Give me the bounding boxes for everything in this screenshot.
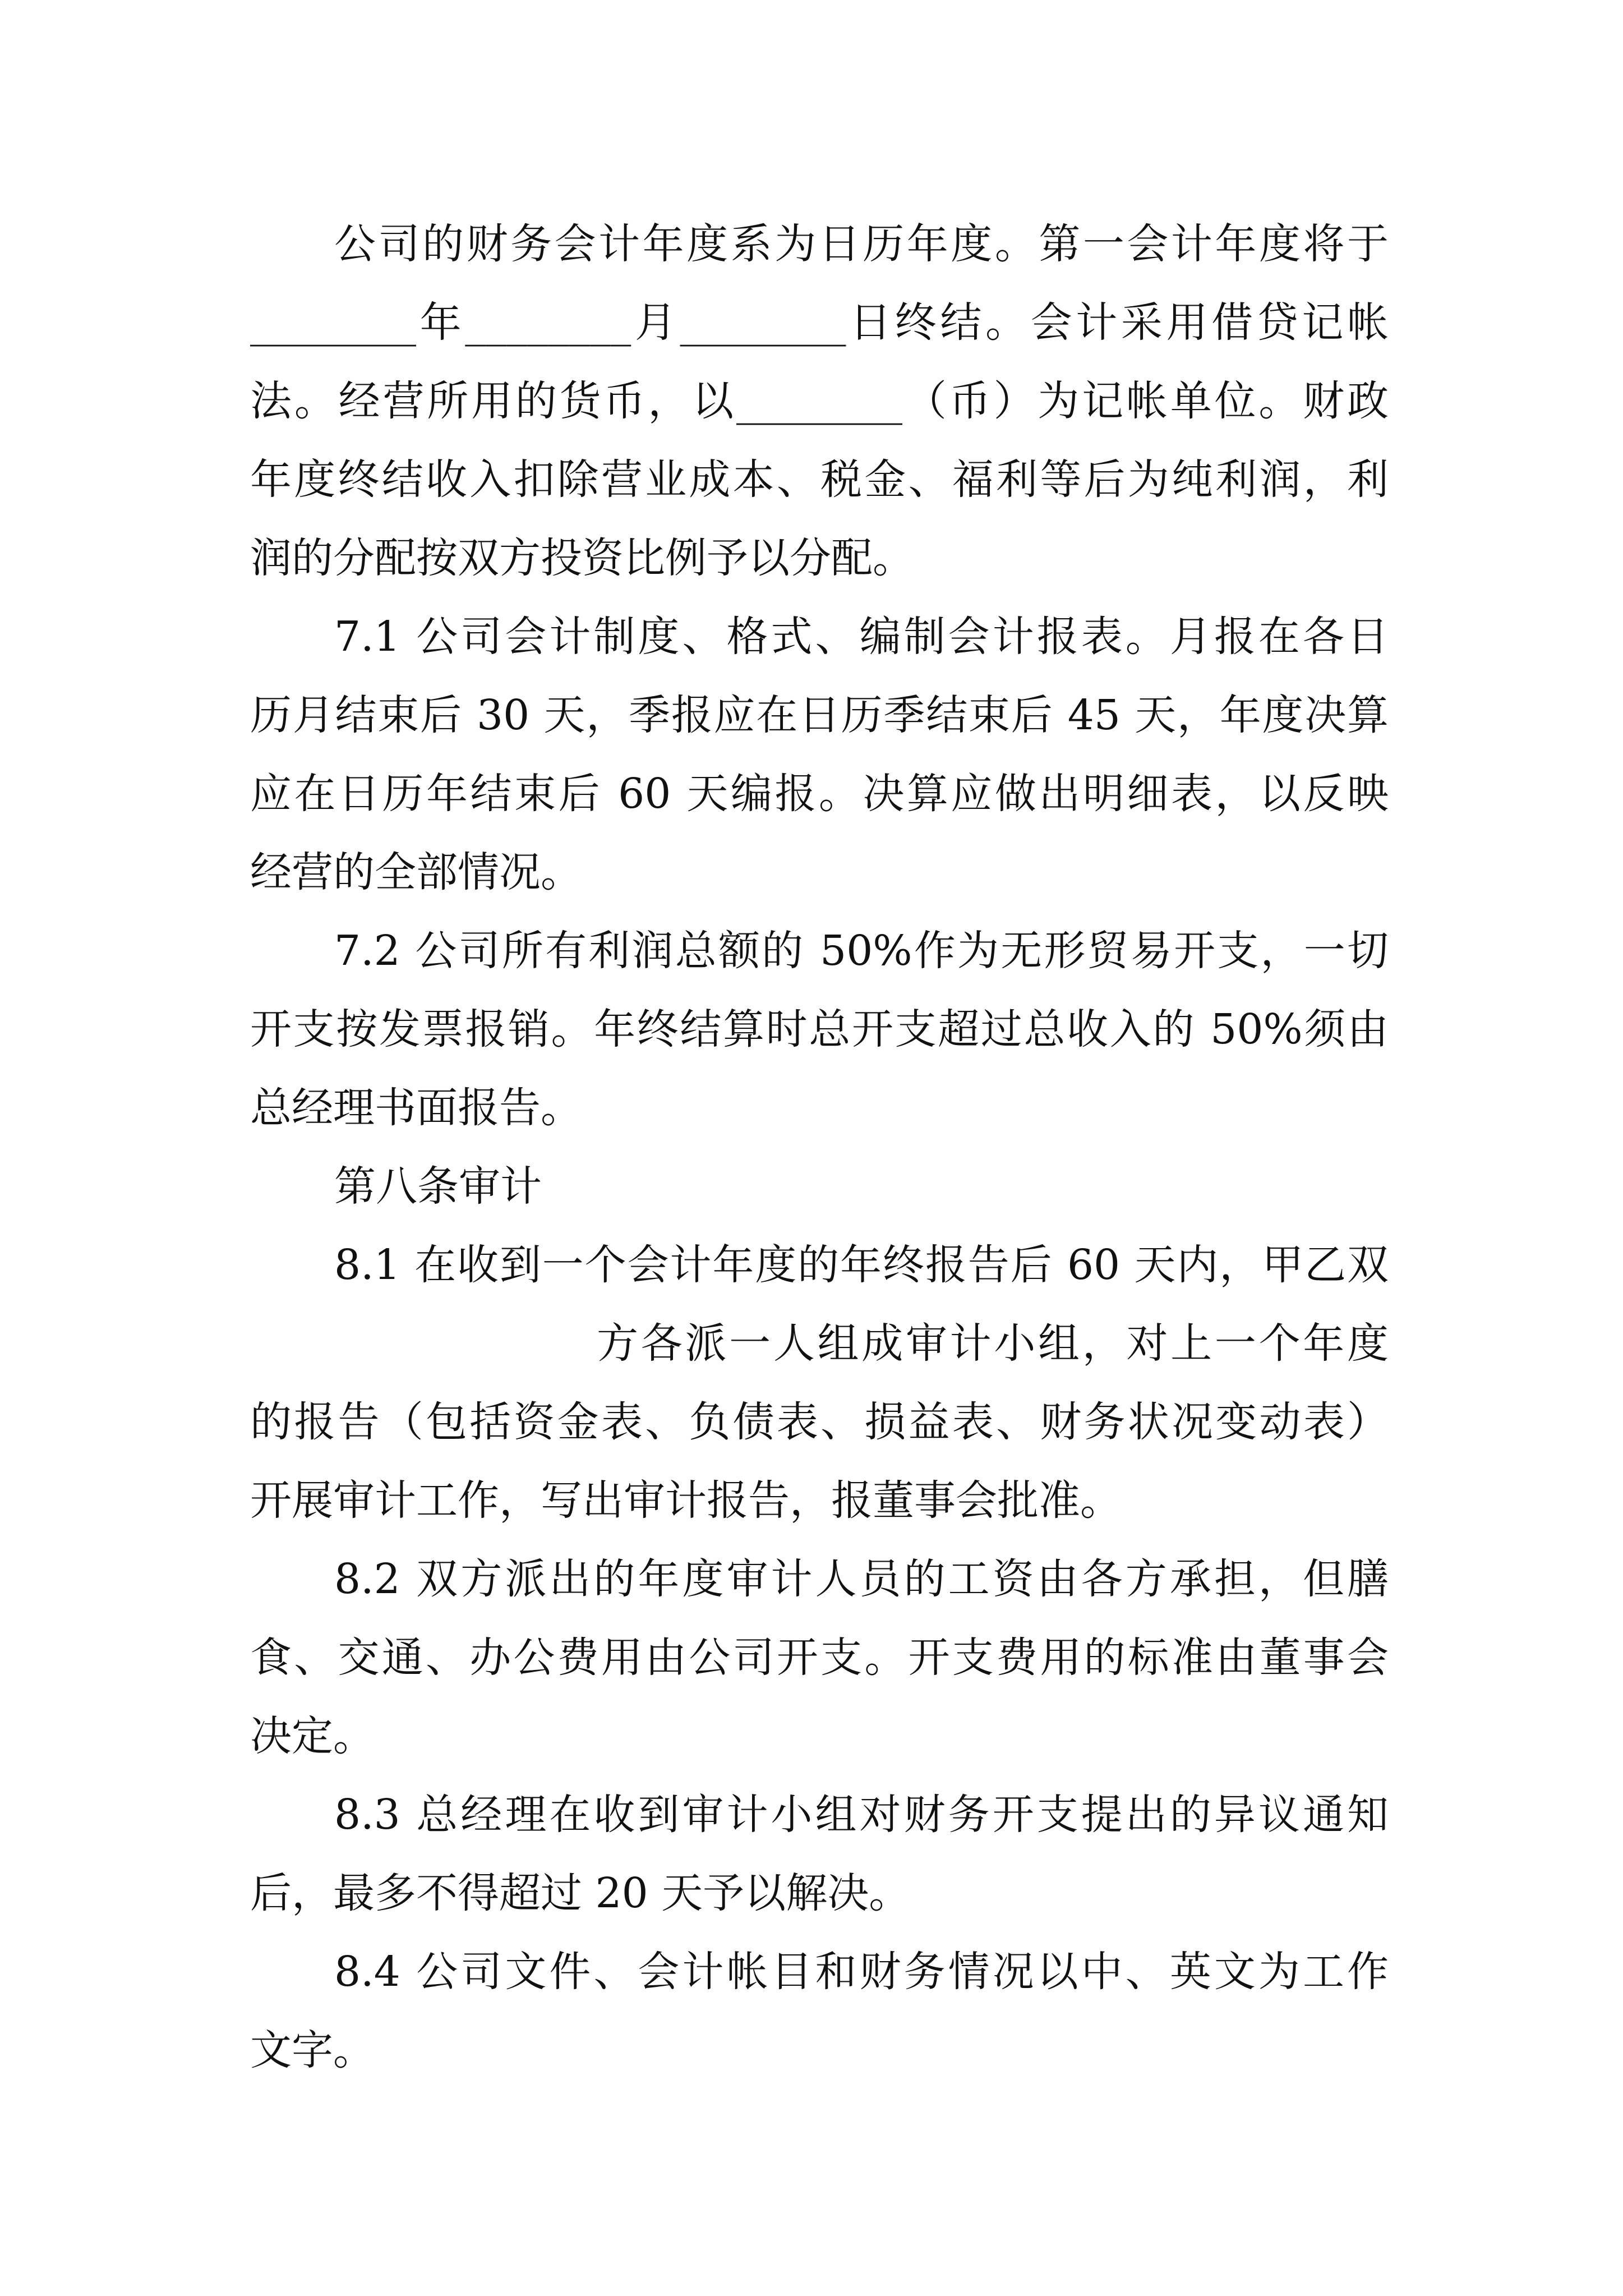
text-line: 方各派一人组成审计小组，对上一个年度 xyxy=(597,1319,1389,1368)
text-line: 经营的全部情况。 xyxy=(250,848,582,896)
text-line: 的报告（包括资金表、负债表、损益表、财务状况变动表） xyxy=(250,1398,1389,1446)
text-line: 食、交通、办公费用由公司开支。开支费用的标准由董事会 xyxy=(250,1634,1389,1682)
text-line: 7.2 公司所有利润总额的 50%作为无形贸易开支，一切 xyxy=(334,927,1389,975)
text-line: 8.2 双方派出的年度审计人员的工资由各方承担，但膳 xyxy=(334,1555,1389,1603)
text-line: 8.3 总经理在收到审计小组对财务开支提出的异议通知 xyxy=(334,1791,1389,1839)
text-line: 公司的财务会计年度系为日历年度。第一会计年度将于 xyxy=(334,220,1389,268)
text-line: 文字。 xyxy=(250,2026,375,2074)
text-line: 决定。 xyxy=(250,1712,375,1760)
text-line: 后，最多不得超过 20 天予以解决。 xyxy=(250,1869,911,1917)
text-line: 法。经营所用的货币，以________（币）为记帐单位。财政 xyxy=(250,377,1389,425)
text-line: ________年________月________日终结。会计采用借贷记帐 xyxy=(250,298,1389,347)
text-line: 8.1 在收到一个会计年度的年终报告后 60 天内，甲乙双 xyxy=(334,1241,1389,1289)
text-line: 润的分配按双方投资比例予以分配。 xyxy=(250,534,914,582)
text-line: 开支按发票报销。年终结算时总开支超过总收入的 50%须由 xyxy=(250,1005,1389,1053)
text-line: 开展审计工作，写出审计报告，报董事会批准。 xyxy=(250,1476,1122,1525)
text-line: 历月结束后 30 天，季报应在日历季结束后 45 天，年度决算 xyxy=(250,691,1389,739)
text-line: 7.1 公司会计制度、格式、编制会计报表。月报在各日 xyxy=(334,613,1389,661)
text-line: 总经理书面报告。 xyxy=(250,1084,582,1132)
text-line: 应在日历年结束后 60 天编报。决算应做出明细表，以反映 xyxy=(250,770,1389,818)
text-line: 年度终结收入扣除营业成本、税金、福利等后为纯利润，利 xyxy=(250,455,1389,504)
text-line: 8.4 公司文件、会计帐目和财务情况以中、英文为工作 xyxy=(334,1948,1389,1996)
section-heading: 第八条审计 xyxy=(334,1162,542,1211)
